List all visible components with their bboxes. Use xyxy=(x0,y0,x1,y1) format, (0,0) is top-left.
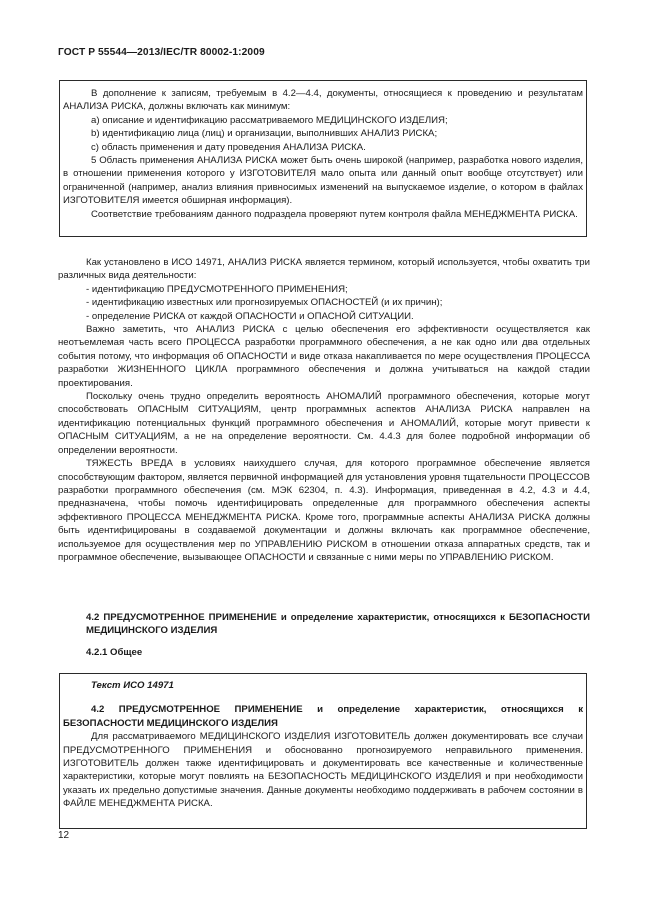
body-paragraph: Поскольку очень трудно определить вероятность АНОМАЛИЙ программного обеспечения, которые могут способствовать ОПАСНЫМ СИТУАЦИЯМ, центр программных аспектов АНАЛИЗА РИСКА направлен на идентификацию потенциальных функций программного обеспечения и АНОМАЛИЙ, которые могут привести к ОПАСНЫМ СИТУАЦИЯМ, а не на определение вероятности. См. 4.4.3 для более подробной информации об определении вероятности. xyxy=(58,391,590,456)
body-paragraph: Как установлено в ИСО 14971, АНАЛИЗ РИСКА является термином, который используется, чтобы охватить три различных вида деятельности: xyxy=(58,257,590,282)
box-list-item: c) область применения и дату проведения АНАЛИЗА РИСКА. xyxy=(91,141,366,153)
box-list-item: a) описание и идентификацию рассматриваемого МЕДИЦИНСКОГО ИЗДЕЛИЯ; xyxy=(91,114,448,126)
box-paragraph: В дополнение к записям, требуемым в 4.2—4.4, документы, относящиеся к проведению и результатам АНАЛИЗА РИСКА, должны включать как минимум: xyxy=(63,88,583,113)
body-list-item: - определение РИСКА от каждой ОПАСНОСТИ и ОПАСНОЙ СИТУАЦИИ. xyxy=(86,310,414,322)
body-list-item: - идентификацию ПРЕДУСМОТРЕННОГО ПРИМЕНЕНИЯ; xyxy=(86,283,348,295)
section-heading: 4.2 ПРЕДУСМОТРЕННОЕ ПРИМЕНЕНИЕ и определение характеристик, относящихся к БЕЗОПАСНОСТИ МЕДИЦИНСКОГО ИЗДЕЛИЯ xyxy=(86,612,590,637)
box-note: 5 Область применения АНАЛИЗА РИСКА может быть очень широкой (например, разработка нового изделия, в отношении применения которого у ИЗГОТОВИТЕЛЯ мало опыта или данный опыт вообще отсутствует) или ограниченной (например, анализ влияния привносимых изменений на выпускаемое изделие, о котором в файлах ИЗГОТОВИТЕЛЯ имеется обширная информация). xyxy=(63,155,583,207)
box-label: Текст ИСО 14971 xyxy=(91,680,174,691)
box-paragraph: Соответствие требованиям данного подраздела проверяют путем контроля файла МЕНЕДЖМЕНТА РИСКА. xyxy=(91,208,578,220)
box-heading: 4.2 ПРЕДУСМОТРЕННОЕ ПРИМЕНЕНИЕ и определение характеристик, относящихся к БЕЗОПАСНОСТИ МЕДИЦИНСКОГО ИЗДЕЛИЯ xyxy=(63,704,583,729)
body-paragraph: ТЯЖЕСТЬ ВРЕДА в условиях наихудшего случая, для которого программное обеспечение является способствующим фактором, является первичной информацией для установления уровня тщательности ПРОЦЕССОВ разработки программного обеспечения (см. МЭК 62304, п. 4.3). Информация, приведенная в 4.2, 4.3 и 4.4, предназначена, чтобы помочь идентифицировать определенные для программного обеспечения аспекты эффективного ПРОЦЕССА МЕНЕДЖМЕНТА РИСКА. Кроме того, программные аспекты АНАЛИЗА РИСКА должны быть идентифицированы в создаваемой документации и должны включать как программное обеспечение, используемое для осуществления мер по УПРАВЛЕНИЮ РИСКОМ в отношении отказа аппаратных средств, так и программное обеспечение, вызывающее ОПАСНОСТИ и связанные с ними меры по УПРАВЛЕНИЮ РИСКОМ. xyxy=(58,458,590,563)
body-text xyxy=(58,256,590,564)
quoted-standard-box xyxy=(59,80,587,237)
quoted-standard-box xyxy=(59,673,587,829)
box-list-item: b) идентификацию лица (лиц) и организации, выполнивших АНАЛИЗ РИСКА; xyxy=(91,128,438,140)
body-list-item: - идентификацию известных или прогнозируемых ОПАСНОСТЕЙ (и их причин); xyxy=(86,297,443,309)
body-paragraph: Важно заметить, что АНАЛИЗ РИСКА с целью обеспечения его эффективности осуществляется как неотъемлемая часть всего ПРОЦЕССА разработки программного обеспечения, а не как одно или два отдельных события потому, что информация об ОПАСНОСТИ и виде отказа накапливается по мере осуществления ПРОЦЕССА разработки ЖИЗНЕННОГО ЦИКЛА программного обеспечения и должна учитываться на каждой стадии проектирования. xyxy=(58,324,590,389)
page-number: 12 xyxy=(58,830,70,841)
subsection-heading: 4.2.1 Общее xyxy=(86,647,143,658)
box-paragraph: Для рассматриваемого МЕДИЦИНСКОГО ИЗДЕЛИЯ ИЗГОТОВИТЕЛЬ должен документировать все случаи ПРЕДУСМОТРЕННОГО ПРИМЕНЕНИЯ и обоснованно прогнозируемого неправильного применения. ИЗГОТОВИТЕЛЬ должен также идентифицировать и документировать все качественные и количественные характеристики, которые могут повлиять на БЕЗОПАСНОСТЬ МЕДИЦИНСКОГО ИЗДЕЛИЯ и при необходимости указать их предельно допустимые значения. Данные документы необходимо поддерживать в рабочем состоянии в ФАЙЛЕ МЕНЕДЖМЕНТА РИСКА. xyxy=(63,731,583,810)
document-header: ГОСТ Р 55544—2013/IEC/TR 80002-1:2009 xyxy=(58,47,265,58)
